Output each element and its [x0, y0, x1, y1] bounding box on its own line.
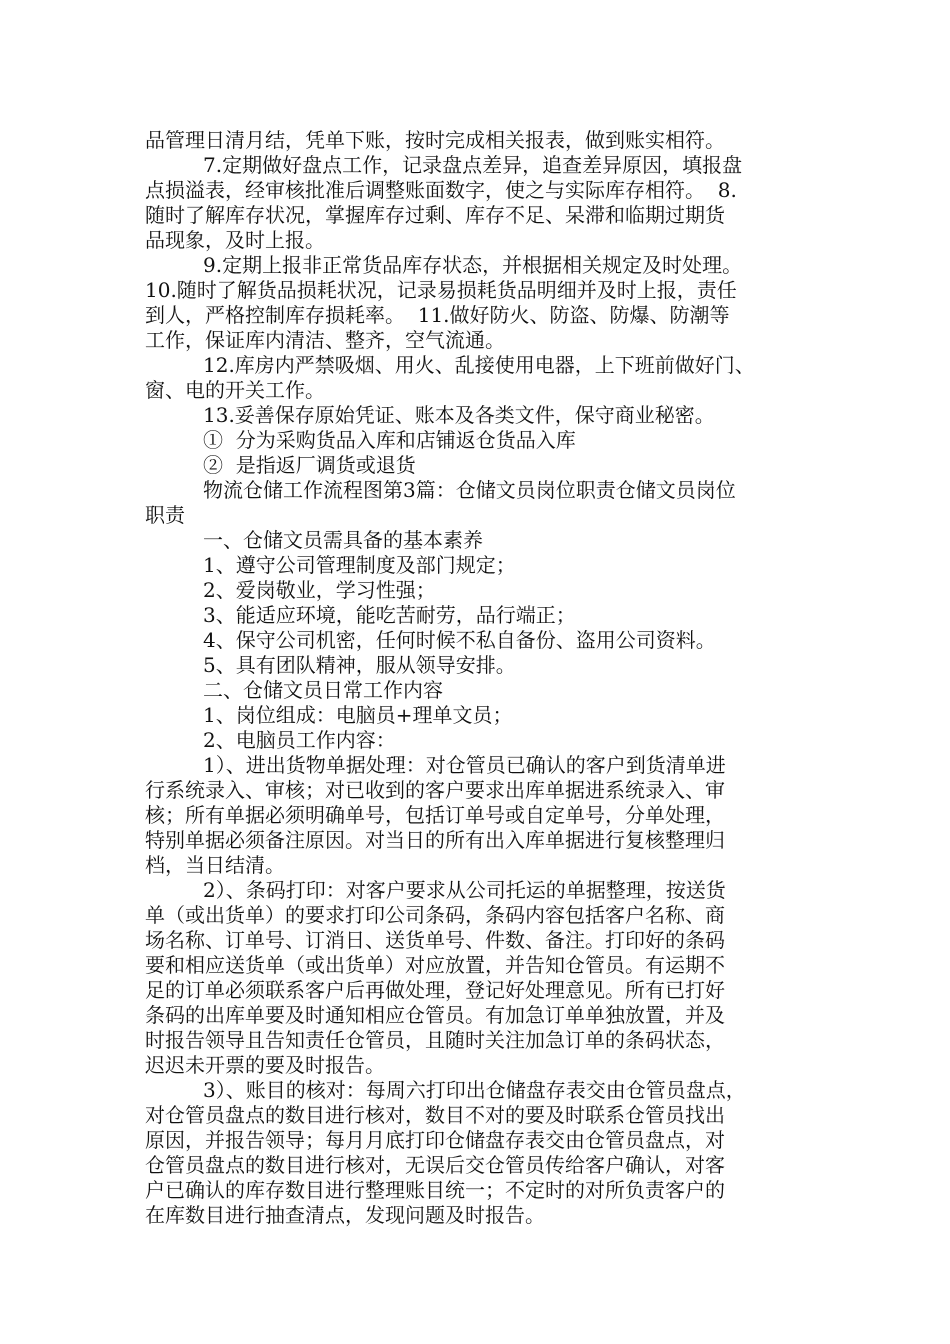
text-line: 场名称、订单号、订消日、送货单号、件数、备注。打印好的条码	[145, 928, 725, 952]
text-line: 7.定期做好盘点工作，记录盘点差异，追查差异原因，填报盘	[203, 153, 743, 177]
text-line: 2、电脑员工作内容：	[203, 728, 396, 752]
text-line: 要和相应送货单（或出货单）对应放置，并告知仓管员。有运期不	[145, 953, 725, 977]
text-line: ① 分为采购货品入库和店铺返仓货品入库	[203, 428, 576, 452]
text-line: 1、遵守公司管理制度及部门规定；	[203, 553, 516, 577]
text-line: 1、岗位组成：电脑员+理单文员；	[203, 703, 513, 727]
text-line: 到人，严格控制库存损耗率。 11.做好防火、防盗、防爆、防潮等	[145, 303, 730, 327]
text-line: 行系统录入、审核；对已收到的客户要求出库单据进系统录入、审	[145, 778, 725, 802]
section-heading: 二、仓储文员日常工作内容	[203, 678, 443, 702]
text-line: 特别单据必须备注原因。对当日的所有出入库单据进行复核整理归	[145, 828, 725, 852]
text-line: 窗、电的开关工作。	[145, 378, 325, 402]
text-line: 4、保守公司机密，任何时候不私自备份、盗用公司资料。	[203, 628, 716, 652]
text-line: ② 是指返厂调货或退货	[203, 453, 416, 477]
text-line: 1）、进出货物单据处理：对仓管员已确认的客户到货清单进	[203, 753, 726, 777]
text-line: 点损溢表，经审核批准后调整账面数字，使之与实际库存相符。 8.	[145, 178, 737, 202]
text-line: 5、具有团队精神，服从领导安排。	[203, 653, 516, 677]
text-line: 10.随时了解货品损耗状况，记录易损耗货品明细并及时上报，责任	[145, 278, 737, 302]
text-line: 12.库房内严禁吸烟、用火、乱接使用电器，上下班前做好门、	[203, 353, 755, 377]
text-line: 仓管员盘点的数目进行核对，无误后交仓管员传给客户确认，对客	[145, 1153, 725, 1177]
text-line: 物流仓储工作流程图第3篇：仓储文员岗位职责仓储文员岗位	[203, 478, 736, 502]
text-line: 时报告领导且告知责任仓管员，且随时关注加急订单的条码状态，	[145, 1028, 725, 1052]
text-line: 工作，保证库内清洁、整齐，空气流通。	[145, 328, 505, 352]
text-line: 档，当日结清。	[145, 853, 285, 877]
text-line: 13.妥善保存原始凭证、账本及各类文件，保守商业秘密。	[203, 403, 715, 427]
text-line: 对仓管员盘点的数目进行核对，数目不对的要及时联系仓管员找出	[145, 1103, 725, 1127]
text-line: 单（或出货单）的要求打印公司条码，条码内容包括客户名称、商	[145, 903, 725, 927]
section-heading: 一、仓储文员需具备的基本素养	[203, 528, 483, 552]
text-line: 9.定期上报非正常货品库存状态，并根据相关规定及时处理。	[203, 253, 743, 277]
text-line: 户已确认的库存数目进行整理账目统一；不定时的对所负责客户的	[145, 1178, 725, 1202]
text-line: 迟迟未开票的要及时报告。	[145, 1053, 385, 1077]
text-line: 原因，并报告领导；每月月底打印仓储盘存表交由仓管员盘点，对	[145, 1128, 725, 1152]
text-line: 2）、条码打印：对客户要求从公司托运的单据整理，按送货	[203, 878, 726, 902]
text-line: 足的订单必须联系客户后再做处理，登记好处理意见。所有已打好	[145, 978, 725, 1002]
text-line: 3、能适应环境，能吃苦耐劳，品行端正；	[203, 603, 576, 627]
text-line: 核；所有单据必须明确单号，包括订单号或自定单号，分单处理，	[145, 803, 725, 827]
text-line: 3）、账目的核对：每周六打印出仓储盘存表交由仓管员盘点，	[203, 1078, 746, 1102]
text-line: 品现象，及时上报。	[145, 228, 325, 252]
text-line: 职责	[145, 503, 185, 527]
text-line: 在库数目进行抽查清点，发现问题及时报告。	[145, 1203, 545, 1227]
text-line: 条码的出库单要及时通知相应仓管员。有加急订单单独放置，并及	[145, 1003, 725, 1027]
text-line: 随时了解库存状况，掌握库存过剩、库存不足、呆滞和临期过期货	[145, 203, 725, 227]
text-line: 2、爱岗敬业，学习性强；	[203, 578, 436, 602]
text-line: 品管理日清月结，凭单下账，按时完成相关报表，做到账实相符。	[145, 128, 725, 152]
